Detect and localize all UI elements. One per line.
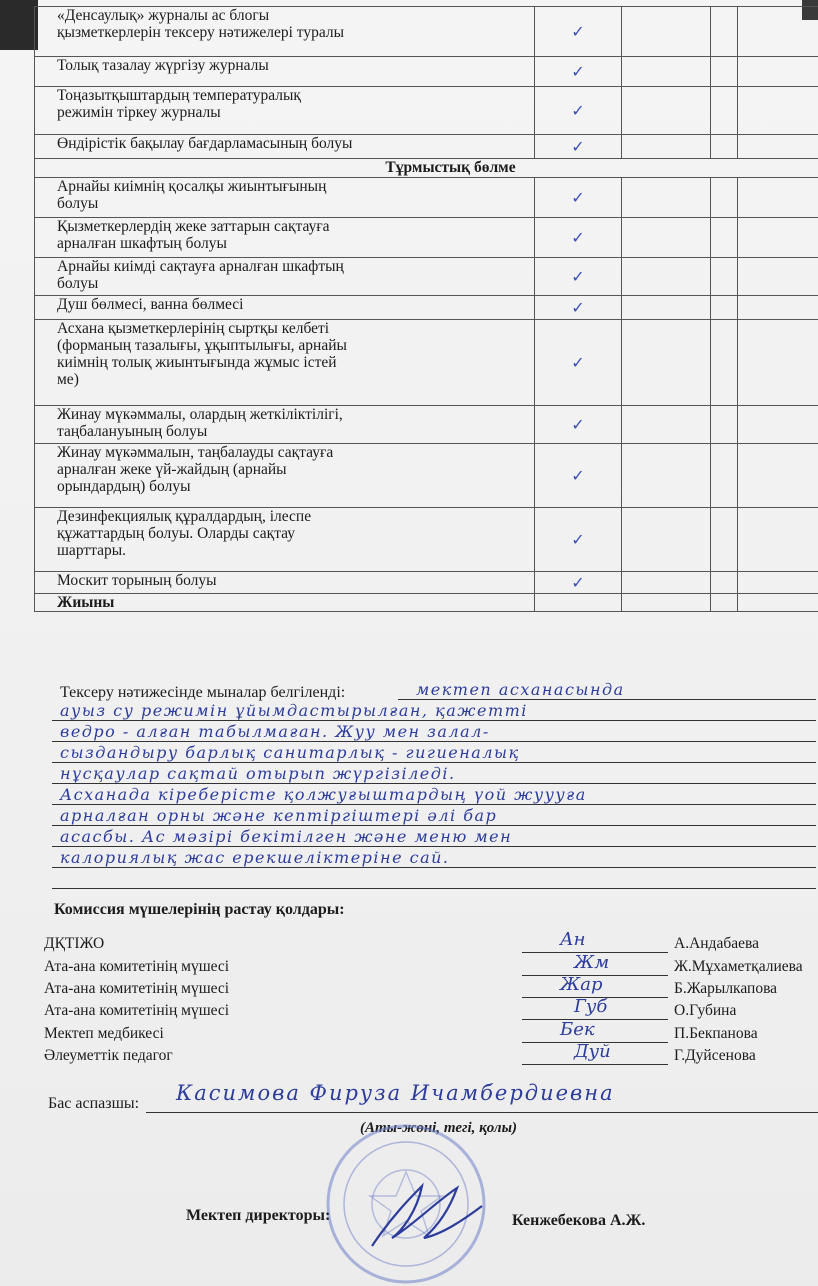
chef-label: Бас аспазшы: — [48, 1095, 139, 1113]
commission-member-role: Ата-ана комитетінің мүшесі — [44, 1002, 229, 1020]
empty-cell — [711, 320, 738, 406]
empty-cell — [622, 57, 711, 87]
total-row — [35, 594, 818, 612]
empty-cell — [738, 258, 818, 296]
empty-cell — [622, 296, 711, 320]
commission-member-role: Мектеп медбикесі — [44, 1025, 164, 1043]
commission-member-name: П.Бекпанова — [674, 1025, 758, 1043]
chef-handwritten-name: Касимова Фируза Ичамбердиевна — [176, 1081, 615, 1105]
empty-cell — [711, 7, 738, 57]
empty-cell — [738, 444, 818, 508]
checklist-item-label — [35, 508, 535, 572]
checklist-row — [35, 444, 818, 508]
chef-caption: (Аты-жөні, тегі, қолы) — [360, 1120, 517, 1137]
checklist-item-label — [35, 258, 535, 296]
checkmark-icon: ✓ — [571, 415, 584, 434]
checklist-item-label — [35, 572, 535, 594]
checklist-item-text: режимін тіркеу журналы — [57, 104, 530, 121]
empty-cell — [738, 178, 818, 218]
empty-cell — [738, 572, 818, 594]
checklist-row — [35, 508, 818, 572]
empty-cell — [738, 320, 818, 406]
checklist-item-text: құжаттардың болуы. Оларды сақтау — [57, 525, 530, 542]
handwritten-signature-icon: Бек — [560, 1019, 595, 1040]
ruled-line — [52, 846, 816, 847]
empty-cell — [711, 57, 738, 87]
commission-title: Комиссия мүшелерінің растау қолдары: — [54, 901, 345, 919]
handwritten-finding-line: калориялық жас ерекшеліктеріне сай. — [60, 848, 450, 867]
checklist-item-text: Тоңазытқыштардың температуралық — [57, 87, 530, 104]
checklist-row — [35, 135, 818, 159]
checklist-item-text: Дезинфекциялық құралдардың, ілеспе — [57, 508, 530, 525]
checklist-item-text: Душ бөлмесі, ванна бөлмесі — [57, 296, 530, 313]
checkmark-icon: ✓ — [571, 267, 584, 286]
handwritten-finding-line: нұсқаулар сақтай отырып жүргізіледі. — [60, 764, 456, 783]
ruled-line — [52, 720, 816, 721]
checklist-row — [35, 57, 818, 87]
empty-cell — [738, 406, 818, 444]
checklist-row — [35, 218, 818, 258]
checklist-row — [35, 178, 818, 218]
empty-cell — [711, 178, 738, 218]
commission-member-name: Г.Дуйсенова — [674, 1047, 756, 1065]
checklist-row — [35, 296, 818, 320]
commission-member-role: Әлеуметтік педагог — [44, 1047, 173, 1065]
empty-cell — [738, 7, 818, 57]
checklist-item-text: Жинау мүкәммалын, таңбалауды сақтауға — [57, 444, 530, 461]
checklist-item-label — [35, 7, 535, 57]
checkmark-icon: ✓ — [571, 353, 584, 372]
handwritten-signature-icon: Жар — [560, 974, 602, 995]
handwritten-signature-icon: Ан — [560, 929, 586, 950]
checklist-row — [35, 572, 818, 594]
empty-cell — [622, 406, 711, 444]
empty-cell — [738, 135, 818, 159]
empty-cell — [711, 296, 738, 320]
checklist-item-label — [35, 178, 535, 218]
checklist-item-label — [35, 444, 535, 508]
checklist-item-text: ме) — [57, 371, 530, 388]
empty-cell — [622, 320, 711, 406]
commission-member-name: Б.Жарылкапова — [674, 980, 777, 998]
commission-member-name: О.Губина — [674, 1002, 736, 1020]
director-signature-icon — [362, 1176, 492, 1256]
checklist-item-text: Өндірістік бақылау бағдарламасының болуы — [57, 135, 530, 152]
handwritten-signature-icon: Губ — [574, 996, 607, 1017]
commission-member-name: Ж.Мұхаметқалиева — [674, 958, 803, 976]
checklist-item-label — [35, 320, 535, 406]
empty-cell — [622, 87, 711, 135]
empty-cell — [711, 87, 738, 135]
checklist-item-text: болуы — [57, 195, 530, 212]
checklist-item-text: Толық тазалау жүргізу журналы — [57, 57, 530, 74]
handwritten-finding-line: сыздандыру барлық санитарлық - гигиеналық — [60, 743, 520, 762]
checkmark-icon: ✓ — [571, 137, 584, 156]
ruled-line — [398, 699, 816, 700]
checkmark-icon: ✓ — [571, 22, 584, 41]
empty-cell — [622, 444, 711, 508]
checklist-item-text: таңбалануының болуы — [57, 423, 530, 440]
empty-cell — [711, 444, 738, 508]
checkmark-icon: ✓ — [571, 228, 584, 247]
signature-line — [522, 1064, 668, 1065]
empty-cell — [622, 508, 711, 572]
background-edge — [0, 0, 38, 50]
checklist-row — [35, 406, 818, 444]
empty-cell — [711, 135, 738, 159]
ruled-line — [52, 741, 816, 742]
checklist-item-text: арналған шкафтың болуы — [57, 235, 530, 252]
checklist-item-text: шарттары. — [57, 542, 530, 559]
checklist-row — [35, 320, 818, 406]
checklist-item-text: киімнің толық жиынтығында жұмыс істей — [57, 354, 530, 371]
checkmark-icon: ✓ — [571, 466, 584, 485]
empty-cell — [622, 258, 711, 296]
empty-cell — [622, 7, 711, 57]
checkmark-icon: ✓ — [571, 101, 584, 120]
handwritten-finding-line: арналған орны және кептіргіштері әлі бар — [60, 806, 497, 825]
checklist-item-label — [35, 218, 535, 258]
checklist-item-label — [35, 87, 535, 135]
commission-member-role: ДҚТІЖО — [44, 935, 104, 953]
checklist-item-text: Жинау мүкәммалы, олардың жеткіліктілігі, — [57, 406, 530, 423]
ruled-line — [52, 867, 816, 868]
checklist-item-text: Қызметкерлердің жеке заттарын сақтауға — [57, 218, 530, 235]
signature-line — [522, 1019, 668, 1020]
empty-cell — [738, 296, 818, 320]
total-label: Жиыны — [35, 594, 535, 612]
checklist-item-text: Арнайы киімнің қосалқы жиынтығының — [57, 178, 530, 195]
handwritten-finding-line: ведро - алған табылмаған. Жуу мен залал- — [60, 722, 490, 741]
empty-cell — [622, 135, 711, 159]
checklist-item-text: (форманың тазалығы, ұқыптылығы, арнайы — [57, 337, 530, 354]
checklist-row — [35, 258, 818, 296]
checkmark-icon: ✓ — [571, 298, 584, 317]
ruled-line — [52, 762, 816, 763]
chef-signature-line — [146, 1112, 818, 1113]
empty-cell — [622, 218, 711, 258]
checklist-item-text: қызметкерлерін тексеру нәтижелері туралы — [57, 24, 530, 41]
checkmark-icon: ✓ — [571, 188, 584, 207]
checklist-item-label — [35, 406, 535, 444]
empty-cell — [711, 406, 738, 444]
checklist-item-text: арналған жеке үй-жайдың (арнайы — [57, 461, 530, 478]
checklist-item-text: Асхана қызметкерлерінің сыртқы келбеті — [57, 320, 530, 337]
empty-cell — [738, 87, 818, 135]
ruled-line — [52, 888, 816, 889]
handwritten-signature-icon: Дуй — [574, 1041, 611, 1062]
checklist-item-text: Арнайы киімді сақтауға арналған шкафтың — [57, 258, 530, 275]
section-title: Тұрмыстық бөлме — [35, 159, 818, 178]
empty-cell — [738, 218, 818, 258]
director-label: Мектеп директоры: — [186, 1207, 330, 1225]
handwritten-finding-line: асасбы. Ас мәзірі бекітілген және меню мен — [60, 827, 512, 846]
checklist-item-label — [35, 135, 535, 159]
checklist-item-text: орындардың) болуы — [57, 478, 530, 495]
checklist-row — [35, 87, 818, 135]
checkmark-icon: ✓ — [571, 573, 584, 592]
commission-member-role: Ата-ана комитетінің мүшесі — [44, 980, 229, 998]
checklist-item-label — [35, 57, 535, 87]
ruled-line — [52, 783, 816, 784]
empty-cell — [738, 508, 818, 572]
empty-cell — [711, 218, 738, 258]
ruled-line — [52, 825, 816, 826]
empty-cell — [738, 57, 818, 87]
checklist-item-text: болуы — [57, 275, 530, 292]
section-header-row — [35, 159, 818, 178]
checklist-row — [35, 7, 818, 57]
empty-cell — [622, 178, 711, 218]
commission-member-name: А.Андабаева — [674, 935, 759, 953]
checklist-item-text: Москит торының болуы — [57, 572, 530, 589]
handwritten-finding-line: ауыз су режимін ұйымдастырылған, қажетті — [60, 701, 528, 720]
handwritten-finding-line: Асханада кіреберісте қолжуғыштардың үой жуууға — [60, 785, 587, 804]
findings-label: Тексеру нәтижесінде мыналар белгіленді: — [60, 684, 345, 702]
empty-cell — [711, 258, 738, 296]
handwritten-signature-icon: Жм — [574, 952, 609, 973]
commission-member-role: Ата-ана комитетінің мүшесі — [44, 958, 229, 976]
checklist-item-text: «Денсаулық» журналы ас блогы — [57, 7, 530, 24]
checkmark-icon: ✓ — [571, 530, 584, 549]
empty-cell — [711, 508, 738, 572]
empty-cell — [622, 572, 711, 594]
handwritten-finding-line: мектеп асханасында — [416, 680, 625, 699]
director-name: Кенжебекова А.Ж. — [512, 1212, 645, 1230]
inspection-checklist-table — [34, 6, 818, 612]
checkmark-icon: ✓ — [571, 62, 584, 81]
empty-cell — [711, 572, 738, 594]
ruled-line — [52, 804, 816, 805]
checklist-item-label — [35, 296, 535, 320]
